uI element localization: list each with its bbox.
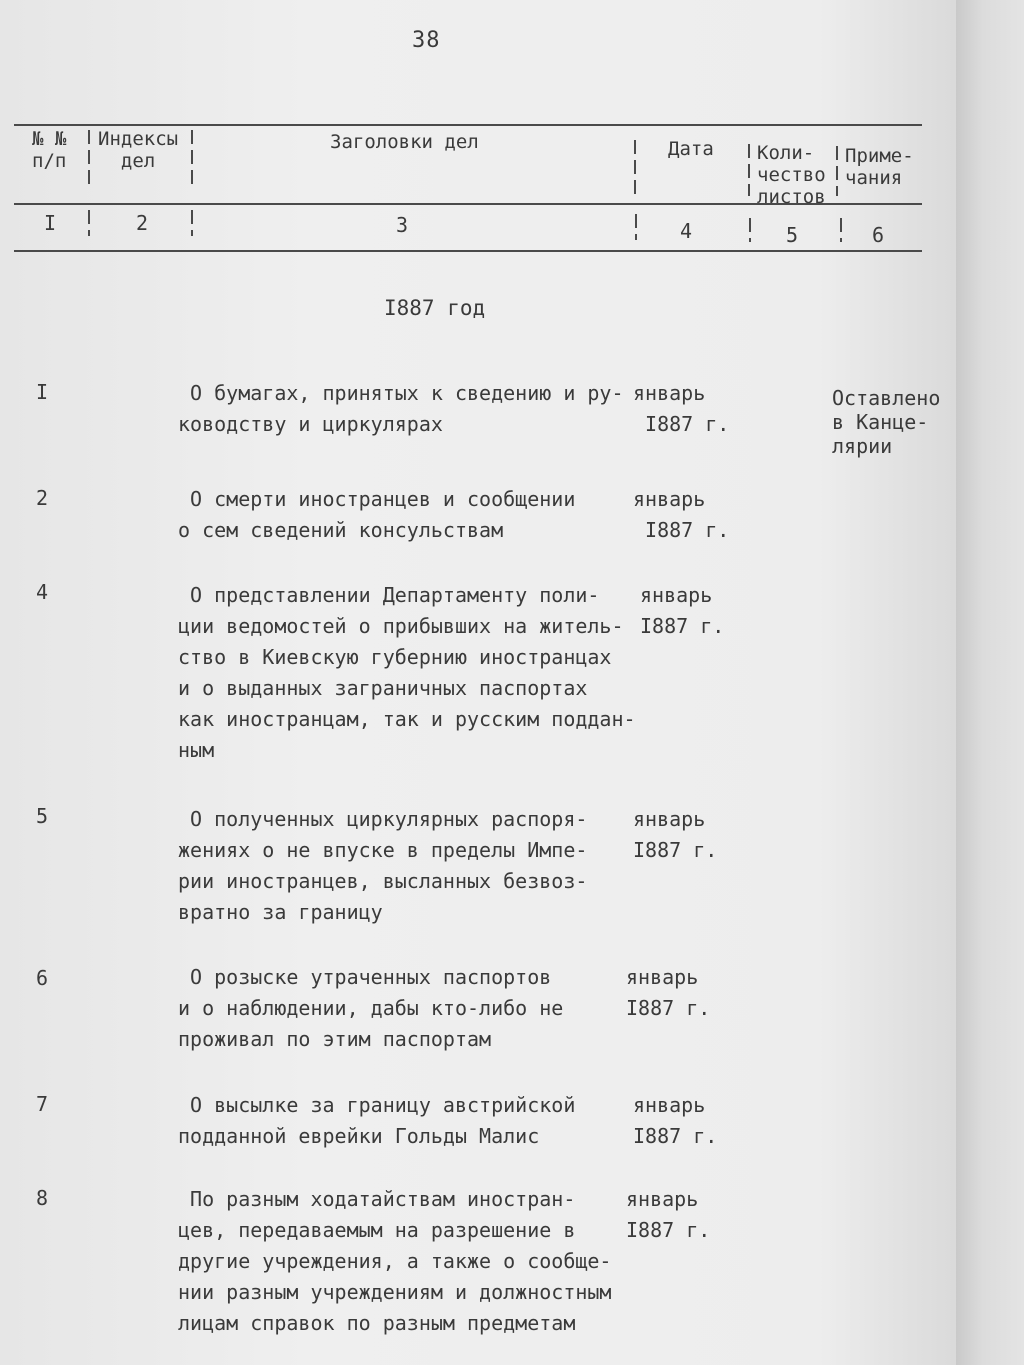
entry-title: О полученных циркулярных распоря- жениях о не впуске в пределы Импе- рии иностранцев, высланных безвоз- вратно за границу (178, 807, 588, 924)
entry-date: январь I887 г. (640, 583, 725, 638)
entry-date: январь I887 г. (633, 1093, 718, 1148)
year-heading: I887 год (384, 296, 486, 320)
header-col-number: № № п/п (32, 128, 67, 172)
header-col-date: Дата (668, 138, 714, 160)
entry-date: январь I887 г. (626, 965, 711, 1020)
entry-date: январь I887 г. (626, 1187, 711, 1242)
column-number-5: 5 (786, 223, 799, 247)
entry-number: 6 (36, 966, 49, 990)
entry-number: 5 (36, 804, 49, 828)
entry-title: О розыске утраченных паспортов и о наблюдении, дабы кто-либо не проживал по этим паспортам (178, 965, 564, 1051)
entry-date: январь I887 г. (633, 807, 718, 862)
column-number-1: I (44, 211, 57, 235)
column-number-6: 6 (872, 223, 885, 247)
entry-date: январь I887 г. (633, 487, 730, 542)
entry-note: Оставлено в Канце- лярии (832, 386, 941, 458)
entry-number: 2 (36, 486, 49, 510)
entry-number: 7 (36, 1092, 49, 1116)
column-number-3: 3 (396, 213, 409, 237)
header-column-separators (0, 0, 1024, 260)
header-col-index: Индексы дел (98, 128, 179, 172)
header-col-notes: Приме- чания (845, 145, 914, 189)
entry-title: О смерти иностранцев и сообщении о сем сведений консульствам (178, 487, 576, 542)
page-number: 38 (412, 28, 441, 53)
entry-title: По разным ходатайствам иностран- цев, передаваемым на разрешение в другие учреждения, а также о сообще- нии разным учреждениям и должностным лицам справок по разным предметам (178, 1187, 612, 1335)
header-col-title: Заголовки дел (330, 131, 479, 153)
entry-number: I (36, 380, 49, 404)
entry-number: 4 (36, 580, 49, 604)
entry-title: О высылке за границу австрийской подданной еврейки Гольды Малис (178, 1093, 576, 1148)
entry-number: 8 (36, 1186, 49, 1210)
header-col-sheets: Коли- чество листов (757, 142, 826, 208)
entry-date: январь I887 г. (633, 381, 730, 436)
column-number-2: 2 (136, 211, 149, 235)
column-number-4: 4 (680, 219, 693, 243)
entry-title: О представлении Департаменту поли- ции ведомостей о прибывших на житель- ство в Киевскую губернию иностранцах и о выданных заграничных паспортах как иностранцам, так и русским поддан- ным (178, 583, 636, 762)
entry-title: О бумагах, принятых к сведению и ру- ководству и циркулярах (178, 381, 624, 436)
